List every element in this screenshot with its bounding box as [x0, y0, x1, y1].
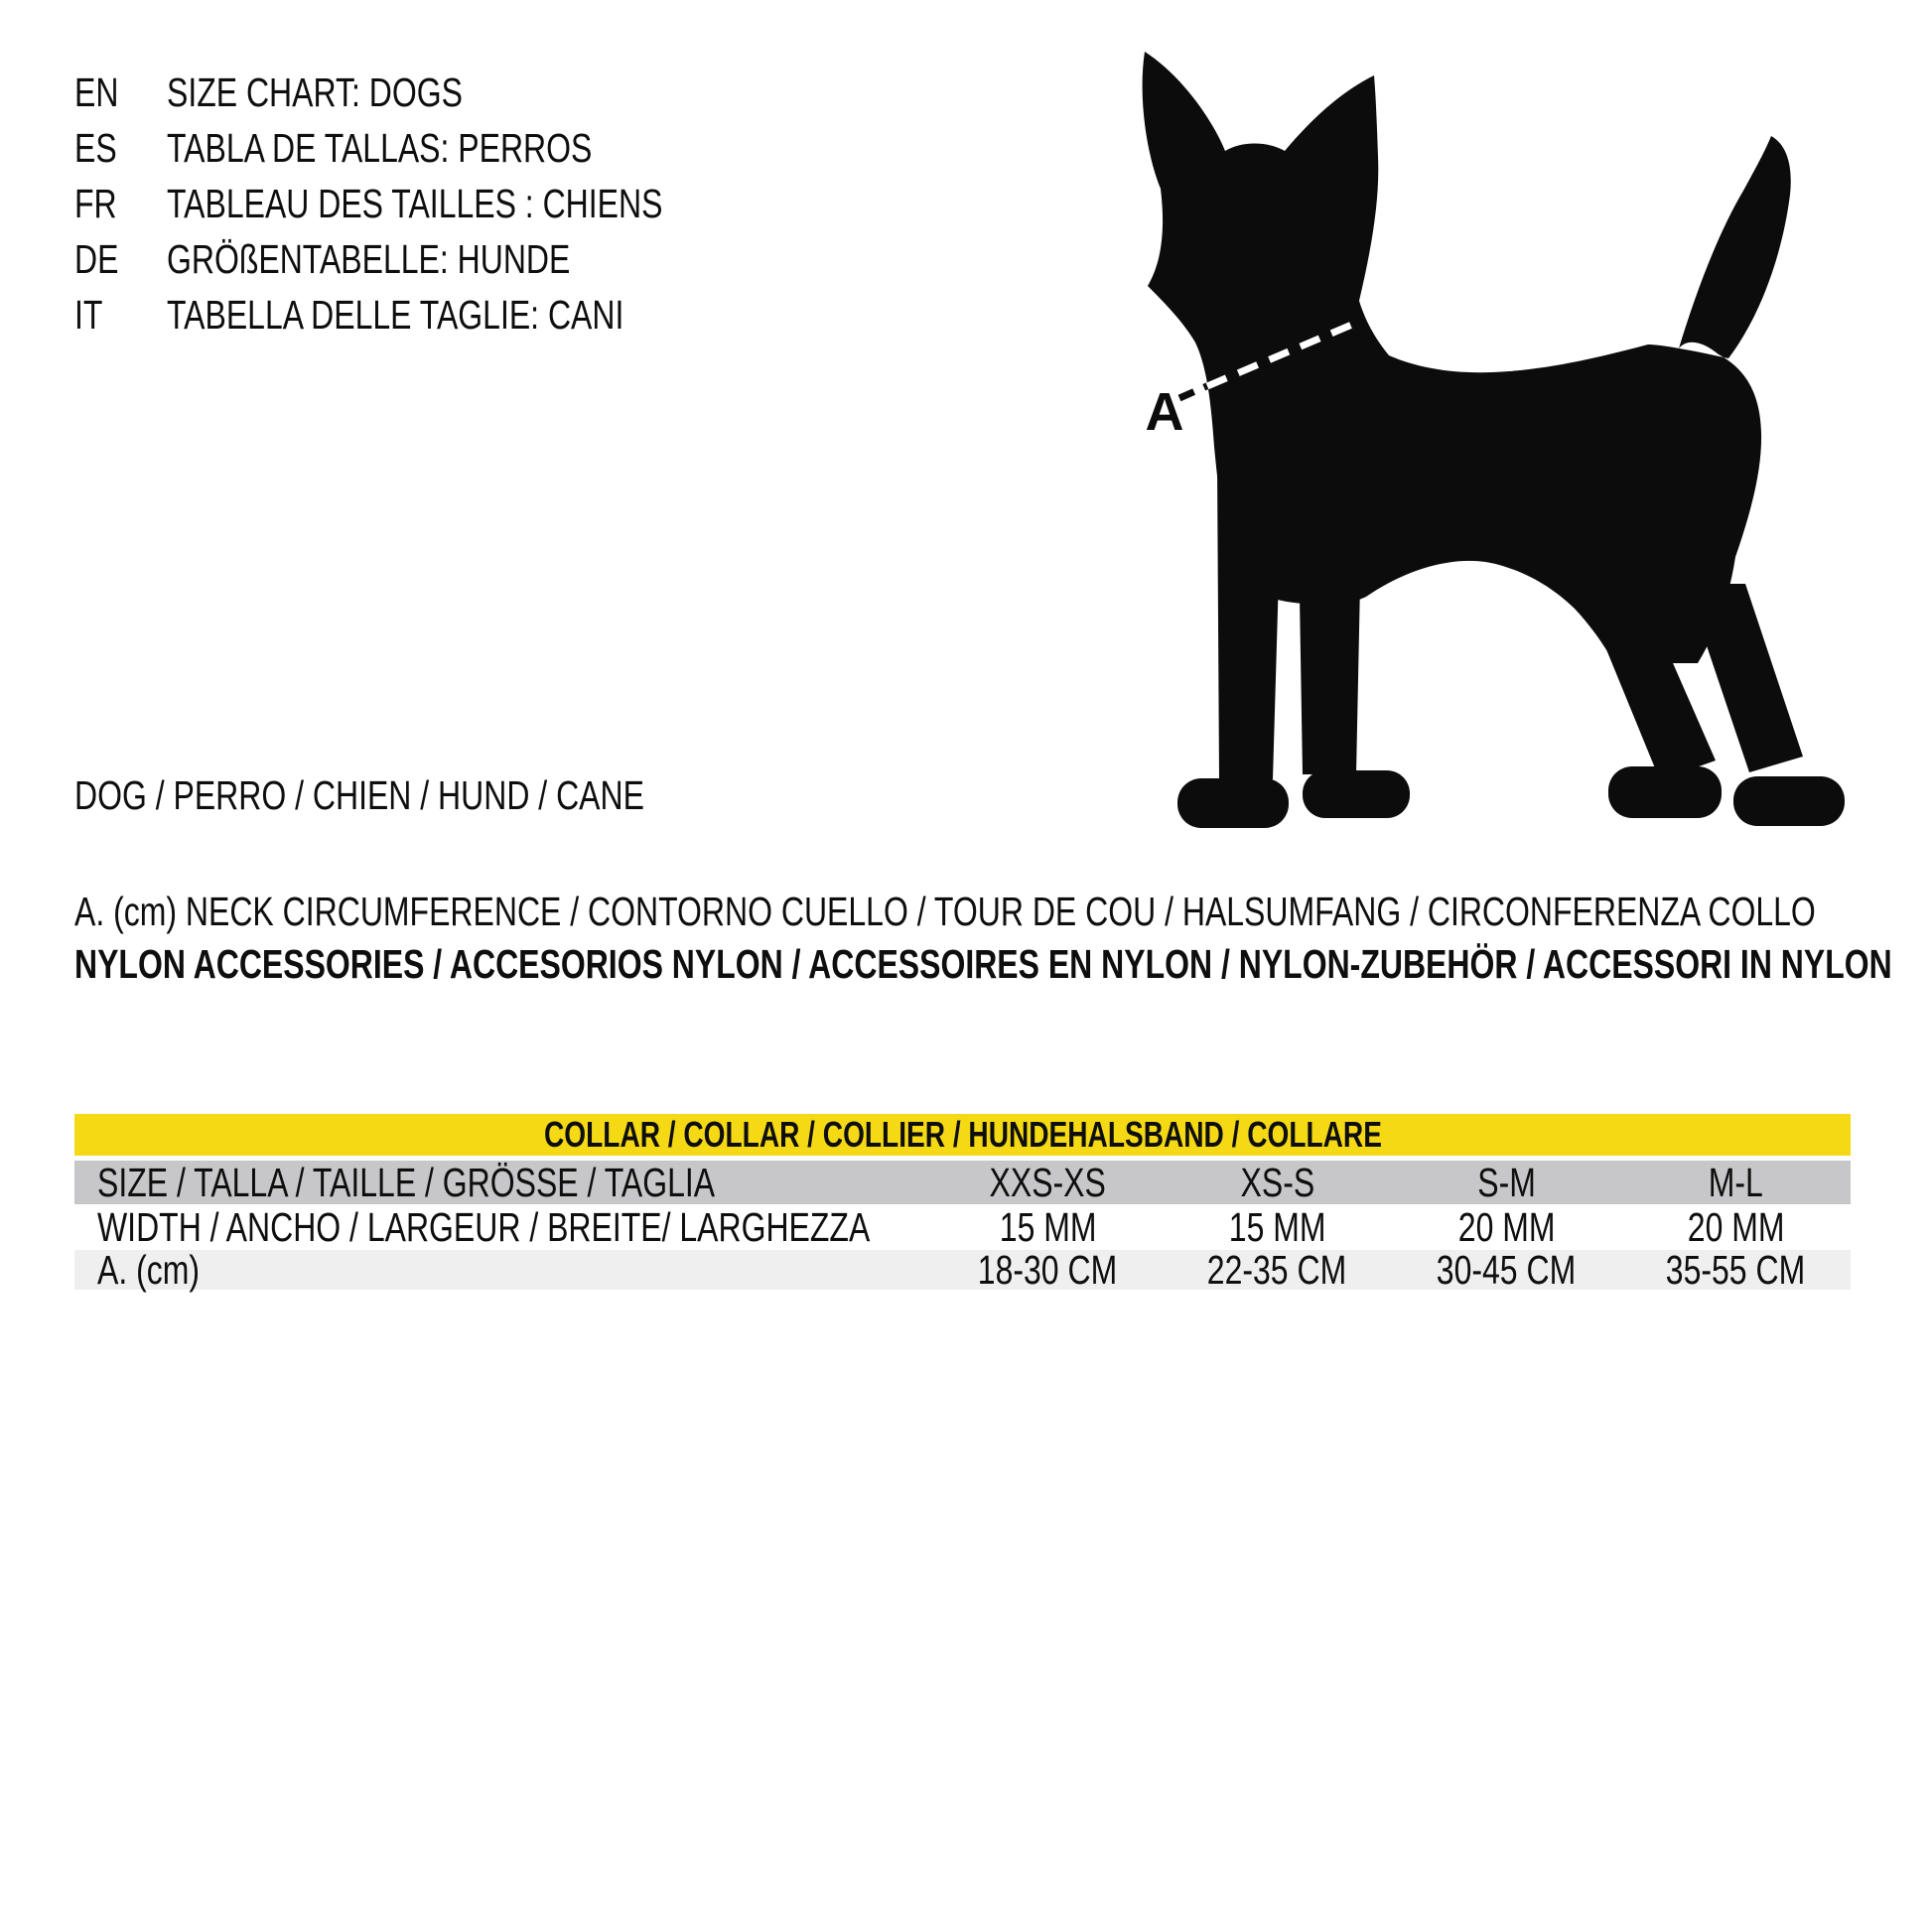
- size-value: M-L: [1708, 1159, 1764, 1205]
- size-value-cell: [1392, 1161, 1621, 1204]
- language-title-row: [74, 231, 802, 287]
- size-value: XS-S: [1240, 1159, 1314, 1205]
- dog-front-foot-near: [1177, 778, 1289, 828]
- neck-measure-label: A: [1145, 382, 1184, 442]
- dog-front-leg-near: [1217, 465, 1282, 779]
- figure-caption-text: DOG / PERRO / CHIEN / HUND / CANE: [74, 772, 644, 818]
- language-title: TABELLA DELLE TAGLIE: CANI: [167, 292, 624, 338]
- language-title: TABLEAU DES TAILLES : CHIENS: [167, 181, 663, 226]
- language-code: EN: [74, 69, 119, 115]
- material-note-text: NYLON ACCESSORIES / ACCESORIOS NYLON / ACCESSOIRES EN NYLON / NYLON-ZUBEHÖR / ACCESSORI IN NYLON: [74, 941, 1892, 987]
- neck-range-cell: [1621, 1246, 1851, 1293]
- table-row-size: [74, 1161, 1851, 1204]
- width-value: 15 MM: [999, 1203, 1097, 1250]
- collar-size-table: [74, 1114, 1851, 1293]
- neck-measure-dashed-line-outer: [1179, 384, 1211, 398]
- language-code: ES: [74, 125, 117, 171]
- material-note: [74, 939, 1932, 989]
- neck-range-value: 35-55 CM: [1666, 1246, 1806, 1293]
- language-title: SIZE CHART: DOGS: [167, 69, 463, 115]
- neck-range-cell: [1392, 1246, 1621, 1293]
- dog-front-leg-far: [1298, 477, 1362, 774]
- dog-rear-foot-near: [1608, 766, 1722, 818]
- neck-circumference-note-text: A. (cm) NECK CIRCUMFERENCE / CONTORNO CUELLO / TOUR DE COU / HALSUMFANG / CIRCONFERENZA COLLO: [74, 889, 1816, 934]
- row-label: WIDTH / ANCHO / LARGEUR / BREITE/ LARGHEZZA: [97, 1203, 871, 1250]
- width-value: 15 MM: [1228, 1203, 1326, 1250]
- neck-range-cell: [933, 1246, 1163, 1293]
- table-row-width: [74, 1204, 1851, 1250]
- row-label: A. (cm): [97, 1246, 201, 1293]
- table-row-a-cm: [74, 1246, 1851, 1293]
- language-code: FR: [74, 181, 117, 226]
- language-title-list: [74, 65, 802, 343]
- language-title-row: [74, 287, 802, 343]
- neck-circumference-note: [74, 887, 1932, 936]
- width-value-cell: [1392, 1204, 1621, 1250]
- dog-silhouette: [1132, 40, 1866, 834]
- row-label-cell: [74, 1246, 933, 1293]
- size-value: S-M: [1477, 1159, 1536, 1205]
- neck-range-cell: [1163, 1246, 1392, 1293]
- neck-range-value: 22-35 CM: [1207, 1246, 1347, 1293]
- language-title: TABLA DE TALLAS: PERROS: [167, 125, 593, 171]
- table-header-text: COLLAR / COLLAR / COLLIER / HUNDEHALSBAND / COLLARE: [543, 1114, 1382, 1155]
- row-label: SIZE / TALLA / TAILLE / GRÖSSE / TAGLIA: [97, 1159, 716, 1205]
- language-title: GRÖßENTABELLE: HUNDE: [167, 236, 571, 282]
- figure-caption: [74, 767, 805, 823]
- row-label-cell: [74, 1161, 933, 1204]
- row-label-cell: [74, 1204, 933, 1250]
- size-value-cell: [933, 1161, 1163, 1204]
- language-title-row: [74, 176, 802, 231]
- neck-range-value: 18-30 CM: [978, 1246, 1118, 1293]
- width-value: 20 MM: [1687, 1203, 1785, 1250]
- width-value-cell: [933, 1204, 1163, 1250]
- width-value-cell: [1621, 1204, 1851, 1250]
- width-value: 20 MM: [1457, 1203, 1556, 1250]
- language-code: DE: [74, 236, 119, 282]
- language-title-row: [74, 65, 802, 120]
- size-value-cell: [1163, 1161, 1392, 1204]
- language-code: IT: [74, 292, 103, 338]
- language-title-row: [74, 120, 802, 176]
- table-header: [74, 1114, 1851, 1156]
- dog-front-foot-far: [1303, 770, 1410, 818]
- width-value-cell: [1163, 1204, 1392, 1250]
- neck-range-value: 30-45 CM: [1437, 1246, 1577, 1293]
- size-value-cell: [1621, 1161, 1851, 1204]
- dog-rear-foot-far: [1733, 776, 1845, 826]
- size-value: XXS-XS: [989, 1159, 1107, 1205]
